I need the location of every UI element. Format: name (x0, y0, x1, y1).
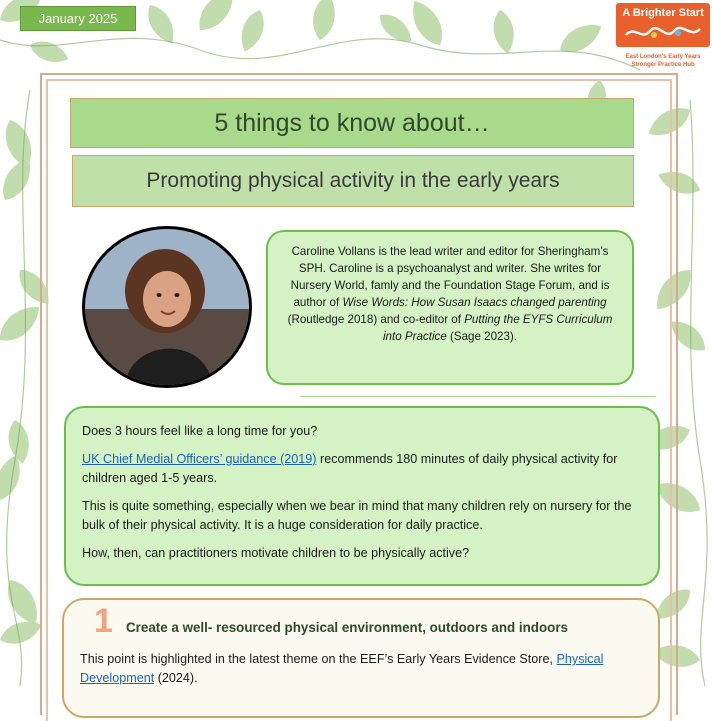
logo-subtitle-line-1: East London's Early Years (625, 54, 701, 60)
point-body-tail: (2024). (154, 671, 198, 685)
intro-question: Does 3 hours feel like a long time for you? (82, 424, 318, 438)
point-heading: Create a well- resourced physical environment, outdoors and indoors (126, 620, 568, 635)
author-portrait-illustration (85, 229, 249, 385)
logo-subtitle (616, 53, 710, 69)
logo-subtitle-line-2: Stronger Practice Hub (631, 62, 695, 68)
intro-guidance (82, 450, 642, 488)
bio-book-2: Putting the EYFS Curriculum into Practice (382, 313, 613, 343)
point-body (80, 650, 640, 688)
date-badge: January 2025 (20, 6, 136, 31)
logo-box (616, 3, 710, 47)
intro-consideration: This is quite something, especially when we bear in mind that many children rely on nursery for the bulk of their physical activity. It is a huge consideration for daily practice. (82, 499, 632, 532)
bio-text-2: (Routledge 2018) and co-editor of (287, 313, 465, 326)
point-1-box (62, 598, 660, 718)
point-number: 1 (94, 602, 113, 640)
bio-book-1: Wise Words: How Susan Isaacs changed parenting (342, 296, 607, 309)
section-divider (300, 396, 656, 397)
intro-motivation-question: How, then, can practitioners motivate children to be physically active? (82, 546, 470, 560)
cmo-guidance-link[interactable]: UK Chief Medial Officers’ guidance (2019) (82, 452, 317, 466)
intro-box (64, 406, 660, 586)
bio-text-3: (Sage 2023). (446, 330, 518, 343)
page-title: 5 things to know about… (70, 98, 634, 148)
brand-logo (616, 3, 710, 75)
author-bio (266, 230, 634, 385)
logo-swirl-icon (624, 23, 702, 43)
intro-guidance-text: recommends 180 minutes of daily physical activity for children aged 1-5 years. (82, 452, 618, 485)
physical-development-link[interactable]: Physical Development (80, 652, 604, 685)
author-photo (82, 226, 252, 388)
page-subtitle: Promoting physical activity in the early years (72, 155, 634, 207)
point-body-text: This point is highlighted in the latest theme on the EEF’s Early Years Evidence Store, (80, 652, 557, 666)
logo-title: A Brighter Start (622, 7, 704, 19)
bio-text-1: Caroline Vollans is the lead writer and editor for Sheringham’s SPH. Caroline is a psychoanalyst and writer. She writes for Nursery World, famly and the Foundation Stage Forum, and is author of (290, 245, 610, 309)
